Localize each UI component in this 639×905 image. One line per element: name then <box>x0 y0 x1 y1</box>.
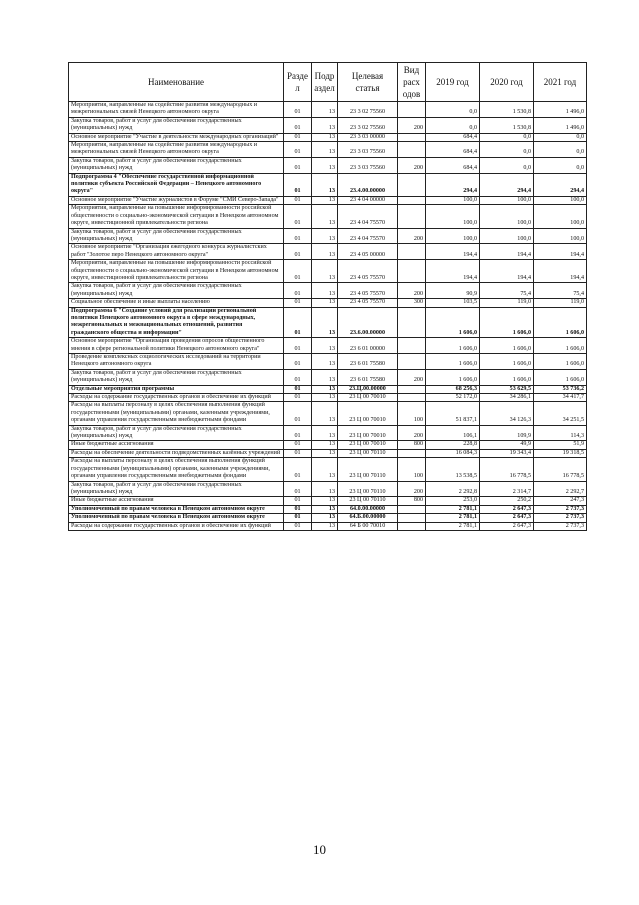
cell-name: Мероприятия, направленные на повышение информированности российской общественности о социально-экономической ситуации в Ненецком автономном округе, инвестиционной привлекательности региона <box>69 205 284 228</box>
cell-razdel: 01 <box>284 244 312 260</box>
cell-vid: 200 <box>398 369 426 385</box>
table-row <box>69 354 587 370</box>
cell-statya: 64.0.00.00000 <box>338 505 398 513</box>
cell-podrazdel: 13 <box>312 142 338 158</box>
header-2019: 2019 год <box>426 63 480 102</box>
cell-2021: 1 606,0 <box>534 338 587 354</box>
cell-razdel: 01 <box>284 354 312 370</box>
header-podrazdel: Подр аздел <box>312 63 338 102</box>
cell-2019: 1 606,0 <box>426 369 480 385</box>
budget-table-container <box>68 62 586 531</box>
cell-podrazdel: 13 <box>312 102 338 118</box>
cell-2021: 100,0 <box>534 228 587 244</box>
cell-2019: 0,0 <box>426 102 480 118</box>
cell-razdel: 01 <box>284 385 312 393</box>
cell-2019: 253,0 <box>426 497 480 505</box>
cell-2020: 1 606,0 <box>480 369 534 385</box>
cell-razdel: 01 <box>284 117 312 133</box>
table-row <box>69 449 587 457</box>
header-name: Наименование <box>69 63 284 102</box>
table-row <box>69 338 587 354</box>
cell-podrazdel: 13 <box>312 196 338 204</box>
table-header-row <box>69 63 587 102</box>
cell-2020: 49,9 <box>480 441 534 449</box>
cell-statya: 23 Ц 00 70010 <box>338 402 398 425</box>
cell-podrazdel: 13 <box>312 514 338 522</box>
cell-podrazdel: 13 <box>312 283 338 299</box>
cell-2019: 100,0 <box>426 228 480 244</box>
cell-podrazdel: 13 <box>312 260 338 283</box>
cell-podrazdel: 13 <box>312 497 338 505</box>
table-body <box>69 102 587 531</box>
cell-podrazdel: 13 <box>312 228 338 244</box>
cell-statya: 23 4 04 75570 <box>338 205 398 228</box>
cell-statya: 23 4 05 75570 <box>338 260 398 283</box>
cell-podrazdel: 13 <box>312 441 338 449</box>
cell-razdel: 01 <box>284 505 312 513</box>
cell-2019: 684,4 <box>426 133 480 141</box>
cell-name: Социальное обеспечение и иные выплаты населению <box>69 299 284 307</box>
cell-podrazdel: 13 <box>312 205 338 228</box>
cell-podrazdel: 13 <box>312 425 338 441</box>
cell-2019: 294,4 <box>426 173 480 196</box>
cell-2019: 1 606,0 <box>426 354 480 370</box>
cell-vid: 200 <box>398 283 426 299</box>
cell-2019: 16 084,3 <box>426 449 480 457</box>
cell-vid <box>398 173 426 196</box>
cell-2020: 109,9 <box>480 425 534 441</box>
cell-statya: 23 6 01 75580 <box>338 354 398 370</box>
cell-podrazdel: 13 <box>312 173 338 196</box>
cell-razdel: 01 <box>284 369 312 385</box>
header-statya: Целевая статья <box>338 63 398 102</box>
cell-podrazdel: 13 <box>312 481 338 497</box>
cell-2019: 1 606,0 <box>426 307 480 338</box>
cell-statya: 23 3 03 75560 <box>338 157 398 173</box>
table-row <box>69 394 587 402</box>
cell-2019: 106,1 <box>426 425 480 441</box>
cell-vid: 100 <box>398 402 426 425</box>
table-row <box>69 522 587 530</box>
cell-name: Расходы на содержание государственных органов и обеспечение их функций <box>69 522 284 530</box>
cell-2021: 2 737,3 <box>534 514 587 522</box>
cell-podrazdel: 13 <box>312 117 338 133</box>
cell-2019: 684,4 <box>426 142 480 158</box>
cell-statya: 23 Ц 00 70010 <box>338 394 398 402</box>
cell-name: Закупка товаров, работ и услуг для обеспечения государственных (муниципальных) нужд <box>69 425 284 441</box>
cell-2021: 75,4 <box>534 283 587 299</box>
table-row <box>69 514 587 522</box>
cell-2019: 52 172,0 <box>426 394 480 402</box>
cell-2019: 0,0 <box>426 117 480 133</box>
cell-razdel: 01 <box>284 133 312 141</box>
cell-vid: 200 <box>398 481 426 497</box>
cell-razdel: 01 <box>284 481 312 497</box>
cell-2019: 13 538,5 <box>426 458 480 481</box>
cell-2021: 114,3 <box>534 425 587 441</box>
cell-2021: 1 496,0 <box>534 117 587 133</box>
cell-2020: 2 647,3 <box>480 522 534 530</box>
cell-podrazdel: 13 <box>312 449 338 457</box>
cell-2020: 1 606,0 <box>480 307 534 338</box>
cell-name: Подпрограмма 4 "Обеспечение государственной информационной политики субъекта Российской Федерации – Ненецкого автономного округа" <box>69 173 284 196</box>
cell-razdel: 01 <box>284 299 312 307</box>
cell-name: Иные бюджетные ассигнования <box>69 441 284 449</box>
cell-podrazdel: 13 <box>312 338 338 354</box>
cell-statya: 23 3 03 00000 <box>338 133 398 141</box>
cell-podrazdel: 13 <box>312 244 338 260</box>
cell-2019: 2 292,8 <box>426 481 480 497</box>
cell-2021: 194,4 <box>534 244 587 260</box>
table-row <box>69 117 587 133</box>
cell-podrazdel: 13 <box>312 369 338 385</box>
cell-2020: 250,2 <box>480 497 534 505</box>
cell-statya: 23.Ц.00.00000 <box>338 385 398 393</box>
cell-2021: 100,0 <box>534 196 587 204</box>
cell-2021: 53 736,2 <box>534 385 587 393</box>
cell-podrazdel: 13 <box>312 505 338 513</box>
cell-2020: 1 606,0 <box>480 354 534 370</box>
cell-name: Закупка товаров, работ и услуг для обеспечения государственных (муниципальных) нужд <box>69 481 284 497</box>
cell-name: Закупка товаров, работ и услуг для обеспечения государственных (муниципальных) нужд <box>69 228 284 244</box>
cell-2021: 1 606,0 <box>534 369 587 385</box>
cell-2020: 19 343,4 <box>480 449 534 457</box>
cell-vid: 800 <box>398 441 426 449</box>
cell-razdel: 01 <box>284 338 312 354</box>
cell-2021: 194,4 <box>534 260 587 283</box>
cell-podrazdel: 13 <box>312 307 338 338</box>
table-row <box>69 481 587 497</box>
cell-statya: 23 Ц 00 70110 <box>338 481 398 497</box>
cell-2020: 34 286,1 <box>480 394 534 402</box>
cell-name: Уполномоченный по правам человека в Ненецком автономном округе <box>69 514 284 522</box>
cell-vid: 200 <box>398 117 426 133</box>
cell-2021: 1 606,0 <box>534 307 587 338</box>
cell-name: Подпрограмма 6 "Создание условий для реализации региональной политики Ненецкого автономного округа в сфере международных, межрегиональных и межнациональных отношений, развития гражданского общества и информации" <box>69 307 284 338</box>
cell-vid <box>398 133 426 141</box>
cell-name: Отдельные мероприятия программы <box>69 385 284 393</box>
budget-table <box>68 62 587 531</box>
header-2020: 2020 год <box>480 63 534 102</box>
cell-razdel: 01 <box>284 458 312 481</box>
cell-2020: 1 530,8 <box>480 117 534 133</box>
table-row <box>69 441 587 449</box>
cell-podrazdel: 13 <box>312 458 338 481</box>
header-vid: Вид расх одов <box>398 63 426 102</box>
cell-statya: 23 3 03 75560 <box>338 142 398 158</box>
cell-2021: 1 606,0 <box>534 354 587 370</box>
cell-2020: 1 530,8 <box>480 102 534 118</box>
cell-name: Закупка товаров, работ и услуг для обеспечения государственных (муниципальных) нужд <box>69 369 284 385</box>
cell-razdel: 01 <box>284 283 312 299</box>
cell-2021: 34 417,7 <box>534 394 587 402</box>
cell-podrazdel: 13 <box>312 354 338 370</box>
cell-vid <box>398 394 426 402</box>
cell-name: Проведение комплексных социологических исследований на территории Ненецкого автономного округа <box>69 354 284 370</box>
cell-vid: 300 <box>398 299 426 307</box>
cell-2019: 1 606,0 <box>426 338 480 354</box>
cell-2020: 75,4 <box>480 283 534 299</box>
cell-vid: 800 <box>398 497 426 505</box>
cell-statya: 23 Ц 00 70110 <box>338 449 398 457</box>
cell-vid <box>398 196 426 204</box>
table-row <box>69 173 587 196</box>
cell-podrazdel: 13 <box>312 385 338 393</box>
cell-name: Закупка товаров, работ и услуг для обеспечения государственных (муниципальных) нужд <box>69 117 284 133</box>
cell-2020: 0,0 <box>480 157 534 173</box>
table-row <box>69 497 587 505</box>
table-row <box>69 369 587 385</box>
cell-name: Основное мероприятие "Участие в деятельности международных организаций" <box>69 133 284 141</box>
cell-2019: 2 781,1 <box>426 522 480 530</box>
cell-2020: 194,4 <box>480 244 534 260</box>
table-row <box>69 385 587 393</box>
cell-vid <box>398 260 426 283</box>
cell-vid <box>398 505 426 513</box>
cell-vid <box>398 102 426 118</box>
cell-name: Иные бюджетные ассигнования <box>69 497 284 505</box>
cell-2020: 0,0 <box>480 133 534 141</box>
cell-2021: 19 318,5 <box>534 449 587 457</box>
cell-podrazdel: 13 <box>312 299 338 307</box>
cell-podrazdel: 13 <box>312 402 338 425</box>
cell-podrazdel: 13 <box>312 522 338 530</box>
cell-razdel: 01 <box>284 173 312 196</box>
cell-2020: 2 647,3 <box>480 505 534 513</box>
table-row <box>69 505 587 513</box>
cell-razdel: 01 <box>284 142 312 158</box>
cell-statya: 23 3 02 75560 <box>338 117 398 133</box>
cell-2020: 119,0 <box>480 299 534 307</box>
cell-2020: 16 778,5 <box>480 458 534 481</box>
cell-2020: 34 126,3 <box>480 402 534 425</box>
cell-2021: 1 496,0 <box>534 102 587 118</box>
cell-razdel: 01 <box>284 196 312 204</box>
cell-2020: 100,0 <box>480 228 534 244</box>
cell-razdel: 01 <box>284 228 312 244</box>
cell-2020: 100,0 <box>480 205 534 228</box>
cell-vid: 200 <box>398 228 426 244</box>
cell-2021: 51,9 <box>534 441 587 449</box>
cell-name: Основное мероприятие "Организация проведения опросов общественного мнения в сфере региональной политики Ненецкого автономного округа" <box>69 338 284 354</box>
table-row <box>69 425 587 441</box>
cell-vid <box>398 244 426 260</box>
cell-statya: 23 Ц 00 70110 <box>338 497 398 505</box>
cell-2020: 53 629,5 <box>480 385 534 393</box>
cell-statya: 23 4 04 75570 <box>338 228 398 244</box>
cell-2019: 228,8 <box>426 441 480 449</box>
cell-vid <box>398 514 426 522</box>
cell-2020: 0,0 <box>480 142 534 158</box>
table-row <box>69 244 587 260</box>
cell-name: Расходы на выплаты персоналу в целях обеспечения выполнения функций государственными (муниципальными) органами, казенными учреждениями, органами управления государственными внебюджетными фондами <box>69 402 284 425</box>
cell-2019: 103,5 <box>426 299 480 307</box>
cell-2020: 2 314,7 <box>480 481 534 497</box>
cell-razdel: 01 <box>284 394 312 402</box>
cell-vid <box>398 385 426 393</box>
cell-razdel: 01 <box>284 449 312 457</box>
cell-name: Расходы на обеспечение деятельности подведомственных казённых учреждений <box>69 449 284 457</box>
cell-2019: 90,9 <box>426 283 480 299</box>
cell-statya: 23 Ц 00 70010 <box>338 425 398 441</box>
cell-vid: 200 <box>398 157 426 173</box>
cell-2021: 34 251,5 <box>534 402 587 425</box>
cell-razdel: 01 <box>284 157 312 173</box>
cell-vid: 100 <box>398 458 426 481</box>
cell-razdel: 01 <box>284 307 312 338</box>
cell-vid: 200 <box>398 425 426 441</box>
table-row <box>69 299 587 307</box>
cell-2021: 0,0 <box>534 142 587 158</box>
table-row <box>69 307 587 338</box>
cell-statya: 23.4.00.00000 <box>338 173 398 196</box>
cell-2021: 2 737,3 <box>534 505 587 513</box>
cell-2021: 100,0 <box>534 205 587 228</box>
cell-statya: 23 6 01 75580 <box>338 369 398 385</box>
table-row <box>69 260 587 283</box>
cell-vid <box>398 142 426 158</box>
cell-2019: 51 837,1 <box>426 402 480 425</box>
cell-statya: 23 Ц 00 70010 <box>338 441 398 449</box>
table-row <box>69 133 587 141</box>
cell-2020: 100,0 <box>480 196 534 204</box>
cell-2019: 68 256,3 <box>426 385 480 393</box>
cell-name: Закупка товаров, работ и услуг для обеспечения государственных (муниципальных) нужд <box>69 157 284 173</box>
cell-name: Мероприятия, направленные на содействие развития международных и межрегиональных связей Ненецкого автономного округа <box>69 102 284 118</box>
cell-2020: 2 647,3 <box>480 514 534 522</box>
table-row <box>69 142 587 158</box>
cell-2021: 294,4 <box>534 173 587 196</box>
cell-2019: 100,0 <box>426 196 480 204</box>
cell-vid <box>398 307 426 338</box>
cell-2021: 247,3 <box>534 497 587 505</box>
table-row <box>69 205 587 228</box>
cell-razdel: 01 <box>284 425 312 441</box>
cell-name: Основное мероприятие "Организация ежегодного конкурса журналистских работ "Золотое перо Ненецкого автономного округа" <box>69 244 284 260</box>
cell-statya: 23.6.00.00000 <box>338 307 398 338</box>
cell-name: Расходы на выплаты персоналу в целях обеспечения выполнения функций государственными (муниципальными) органами, казенными учреждениями, органами управления государственными внебюджетными фондами <box>69 458 284 481</box>
cell-2019: 2 781,1 <box>426 514 480 522</box>
cell-2021: 119,0 <box>534 299 587 307</box>
cell-2020: 194,4 <box>480 260 534 283</box>
cell-statya: 64 Б 00 70010 <box>338 522 398 530</box>
cell-statya: 23 6 01 00000 <box>338 338 398 354</box>
table-row <box>69 402 587 425</box>
cell-name: Мероприятия, направленные на содействие развития международных и межрегиональных связей Ненецкого автономного округа <box>69 142 284 158</box>
cell-razdel: 01 <box>284 102 312 118</box>
cell-razdel: 01 <box>284 514 312 522</box>
cell-statya: 23 4 05 75570 <box>338 283 398 299</box>
cell-2019: 194,4 <box>426 244 480 260</box>
cell-razdel: 01 <box>284 260 312 283</box>
cell-razdel: 01 <box>284 205 312 228</box>
cell-name: Закупка товаров, работ и услуг для обеспечения государственных (муниципальных) нужд <box>69 283 284 299</box>
cell-statya: 23 4 04 00000 <box>338 196 398 204</box>
cell-2021: 0,0 <box>534 157 587 173</box>
cell-statya: 23 4 05 00000 <box>338 244 398 260</box>
table-row <box>69 102 587 118</box>
cell-vid <box>398 354 426 370</box>
cell-podrazdel: 13 <box>312 157 338 173</box>
cell-name: Уполномоченный по правам человека в Ненецком автономном округе <box>69 505 284 513</box>
cell-2019: 100,0 <box>426 205 480 228</box>
table-row <box>69 196 587 204</box>
cell-vid <box>398 338 426 354</box>
cell-statya: 23 4 05 75570 <box>338 299 398 307</box>
cell-statya: 64.Б.00.00000 <box>338 514 398 522</box>
cell-2021: 0,0 <box>534 133 587 141</box>
cell-statya: 23 3 02 75560 <box>338 102 398 118</box>
cell-name: Основное мероприятие "Участие журналистов в Форуме "СМИ Северо-Запада" <box>69 196 284 204</box>
table-row <box>69 157 587 173</box>
header-razdel: Разде л <box>284 63 312 102</box>
cell-vid <box>398 205 426 228</box>
cell-statya: 23 Ц 00 70110 <box>338 458 398 481</box>
cell-2021: 2 737,3 <box>534 522 587 530</box>
cell-podrazdel: 13 <box>312 133 338 141</box>
table-row <box>69 283 587 299</box>
header-2021: 2021 год <box>534 63 587 102</box>
cell-2020: 294,4 <box>480 173 534 196</box>
cell-razdel: 01 <box>284 522 312 530</box>
cell-2021: 16 778,5 <box>534 458 587 481</box>
table-row <box>69 458 587 481</box>
cell-vid <box>398 522 426 530</box>
cell-2019: 2 781,1 <box>426 505 480 513</box>
cell-2019: 194,4 <box>426 260 480 283</box>
cell-name: Расходы на содержание государственных органов и обеспечение их функций <box>69 394 284 402</box>
cell-2020: 1 606,0 <box>480 338 534 354</box>
cell-razdel: 01 <box>284 497 312 505</box>
page-number: 10 <box>313 842 326 857</box>
cell-2021: 2 292,7 <box>534 481 587 497</box>
cell-name: Мероприятия, направленные на повышение информированности российской общественности о социально-экономической ситуации в Ненецком автономном округе, инвестиционной привлекательности региона <box>69 260 284 283</box>
cell-vid <box>398 449 426 457</box>
cell-2019: 684,4 <box>426 157 480 173</box>
cell-podrazdel: 13 <box>312 394 338 402</box>
cell-razdel: 01 <box>284 441 312 449</box>
cell-razdel: 01 <box>284 402 312 425</box>
table-row <box>69 228 587 244</box>
